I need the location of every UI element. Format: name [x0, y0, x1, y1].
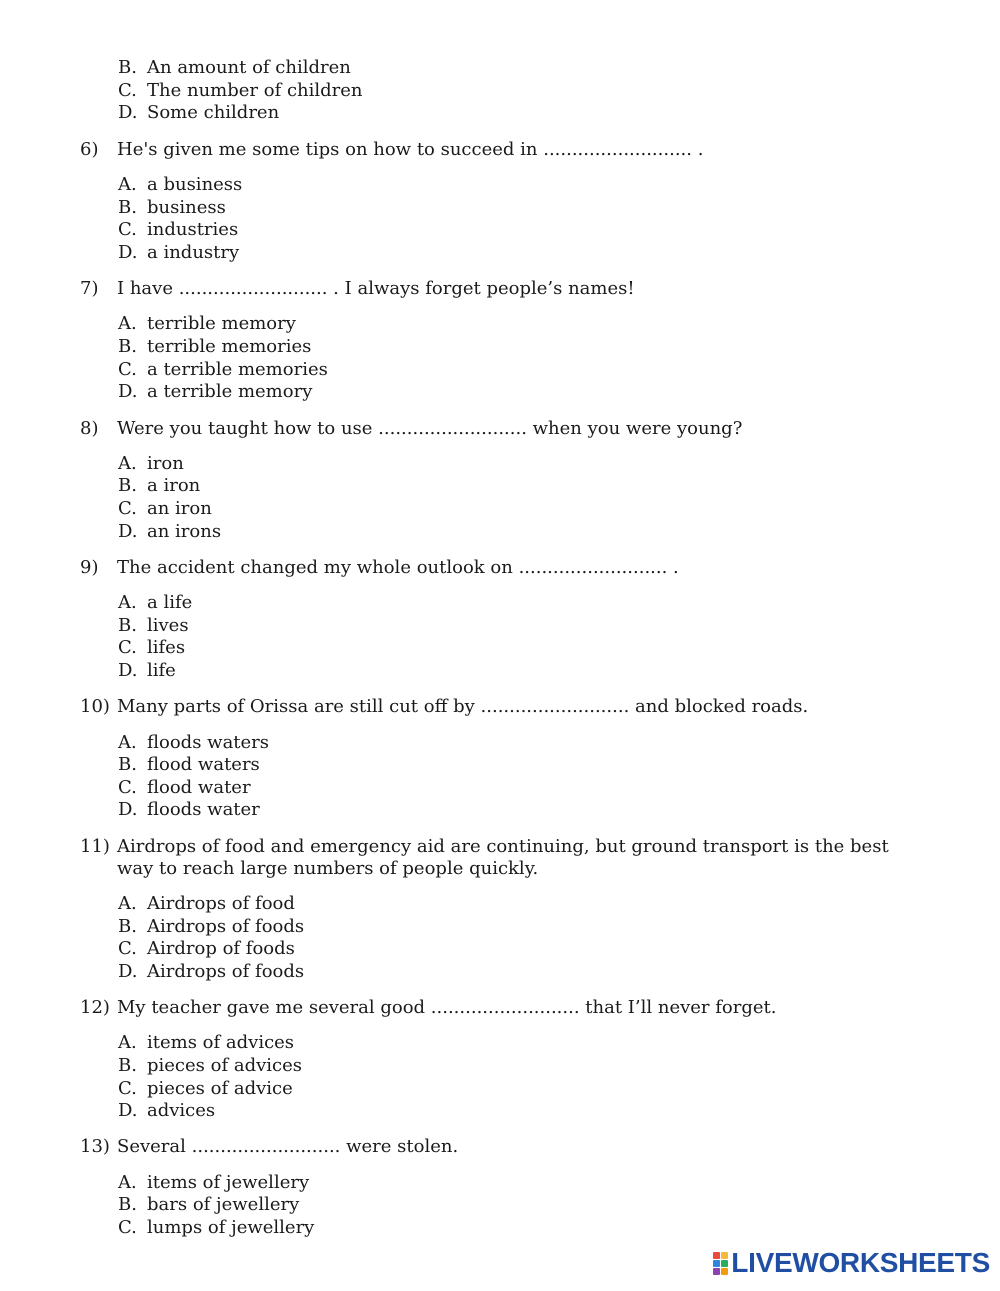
answer-options [0, 453, 1000, 543]
option-letter: C. [118, 1216, 137, 1238]
option-letter: A. [118, 174, 137, 196]
question-block [0, 278, 1000, 403]
logo-mark-icon [713, 1252, 728, 1275]
option-text: a business [147, 174, 243, 196]
question-prompt [0, 557, 1000, 579]
answer-option[interactable] [0, 475, 1000, 498]
option-text: flood water [147, 776, 251, 798]
option-text: Airdrops of foods [147, 915, 305, 937]
option-letter: B. [118, 614, 137, 636]
option-letter: C. [118, 1077, 137, 1099]
option-text: terrible memories [147, 336, 312, 358]
option-text: Airdrops of food [147, 892, 295, 914]
option-text: a life [147, 592, 193, 614]
answer-option[interactable] [0, 960, 1000, 983]
option-letter: A. [118, 592, 137, 614]
answer-option[interactable] [0, 453, 1000, 476]
option-text: business [147, 196, 226, 218]
question-number: 9) [80, 556, 99, 578]
option-text: items of advices [147, 1032, 295, 1054]
question-block [0, 418, 1000, 543]
question-prompt [0, 836, 1000, 880]
option-text: floods water [147, 799, 260, 821]
answer-option[interactable] [0, 615, 1000, 638]
answer-option[interactable] [0, 520, 1000, 543]
option-text: industries [147, 219, 239, 241]
question-number: 13) [80, 1136, 110, 1158]
option-text: lifes [147, 637, 186, 659]
option-text: Airdrop of foods [147, 938, 295, 960]
question-number: 7) [80, 278, 99, 300]
option-text: lives [147, 614, 189, 636]
answer-option[interactable] [0, 754, 1000, 777]
answer-option[interactable] [0, 1032, 1000, 1055]
answer-option[interactable] [0, 336, 1000, 359]
question-text: Several .......................... were stolen. [117, 1136, 459, 1158]
answer-option[interactable] [0, 381, 1000, 404]
question-number: 8) [80, 417, 99, 439]
question-prompt [0, 1136, 1000, 1158]
question-text: Many parts of Orissa are still cut off by .......................... and blocked roads. [117, 696, 809, 718]
question-prompt [0, 139, 1000, 161]
option-letter: D. [118, 1100, 138, 1122]
option-letter: C. [118, 79, 137, 101]
option-letter: A. [118, 313, 137, 335]
answer-option[interactable] [0, 174, 1000, 197]
question-block [0, 557, 1000, 682]
question-number: 12) [80, 997, 110, 1019]
logo-mark-square [713, 1268, 720, 1275]
question-block [0, 1136, 1000, 1239]
option-letter: A. [118, 452, 137, 474]
option-letter: C. [118, 219, 137, 241]
option-letter: B. [118, 475, 137, 497]
answer-option[interactable] [0, 102, 1000, 125]
answer-option[interactable] [0, 1171, 1000, 1194]
answer-option[interactable] [0, 731, 1000, 754]
option-letter: D. [118, 659, 138, 681]
option-text: terrible memory [147, 313, 296, 335]
option-letter: C. [118, 637, 137, 659]
option-letter: D. [118, 960, 138, 982]
answer-option[interactable] [0, 1100, 1000, 1123]
answer-options [0, 731, 1000, 821]
question-block [0, 997, 1000, 1122]
answer-option[interactable] [0, 660, 1000, 683]
option-letter: B. [118, 196, 137, 218]
question-text: I have .......................... . I always forget people’s names! [117, 278, 635, 300]
answer-option[interactable] [0, 358, 1000, 381]
question-text: He's given me some tips on how to succeed in .......................... . [117, 138, 704, 160]
liveworksheets-logo [713, 1247, 990, 1279]
option-text: life [147, 659, 176, 681]
logo-mark-square [721, 1252, 728, 1259]
logo-mark-square [713, 1252, 720, 1259]
question-prompt [0, 278, 1000, 300]
option-text: The number of children [147, 79, 363, 101]
option-text: flood waters [147, 754, 260, 776]
option-text: An amount of children [147, 57, 351, 79]
answer-options [0, 592, 1000, 682]
question-text: The accident changed my whole outlook on .......................... . [117, 556, 679, 578]
option-letter: A. [118, 892, 137, 914]
question-list [0, 139, 1000, 1239]
answer-option[interactable] [0, 637, 1000, 660]
answer-option[interactable] [0, 57, 1000, 80]
question-number: 10) [80, 696, 110, 718]
option-letter: D. [118, 102, 138, 124]
option-letter: B. [118, 915, 137, 937]
answer-option[interactable] [0, 1194, 1000, 1217]
option-text: advices [147, 1100, 216, 1122]
answer-option[interactable] [0, 938, 1000, 961]
answer-option[interactable] [0, 1077, 1000, 1100]
answer-options [0, 313, 1000, 403]
option-letter: B. [118, 336, 137, 358]
answer-option[interactable] [0, 776, 1000, 799]
logo-text: LIVEWORKSHEETS [731, 1247, 990, 1278]
option-text: Some children [147, 102, 280, 124]
option-text: lumps of jewellery [147, 1216, 315, 1238]
option-text: pieces of advice [147, 1077, 293, 1099]
option-text: a industry [147, 241, 240, 263]
logo-mark-square [713, 1260, 720, 1267]
option-text: a terrible memories [147, 358, 328, 380]
question-number: 6) [80, 138, 99, 160]
question-block [0, 696, 1000, 821]
option-letter: D. [118, 241, 138, 263]
option-letter: C. [118, 938, 137, 960]
answer-options [0, 1032, 1000, 1122]
answer-option[interactable] [0, 219, 1000, 242]
option-text: floods waters [147, 731, 270, 753]
answer-option[interactable] [0, 1217, 1000, 1240]
answer-option[interactable] [0, 313, 1000, 336]
option-text: pieces of advices [147, 1054, 302, 1076]
answer-option[interactable] [0, 799, 1000, 822]
logo-mark-square [721, 1260, 728, 1267]
question-prompt [0, 997, 1000, 1019]
answer-options [0, 893, 1000, 983]
question-text: Were you taught how to use .......................... when you were young? [117, 417, 743, 439]
answer-option[interactable] [0, 80, 1000, 103]
question-prompt [0, 418, 1000, 440]
option-letter: B. [118, 57, 137, 79]
option-letter: D. [118, 381, 138, 403]
question-block [0, 139, 1000, 264]
option-text: an iron [147, 498, 212, 520]
option-text: a terrible memory [147, 381, 313, 403]
option-letter: A. [118, 1171, 137, 1193]
option-text: Airdrops of foods [147, 960, 305, 982]
answer-options [0, 1171, 1000, 1239]
answer-option[interactable] [0, 592, 1000, 615]
option-letter: D. [118, 520, 138, 542]
option-letter: C. [118, 776, 137, 798]
answer-option[interactable] [0, 1055, 1000, 1078]
question-text: Airdrops of food and emergency aid are continuing, but ground transport is the best way to reach large numbers of people quickly. [117, 835, 889, 879]
option-letter: B. [118, 1054, 137, 1076]
answer-option[interactable] [0, 498, 1000, 521]
worksheet [0, 57, 1000, 1239]
answer-option[interactable] [0, 893, 1000, 916]
option-text: iron [147, 452, 184, 474]
option-letter: A. [118, 731, 137, 753]
partial-question-options [0, 57, 1000, 125]
option-text: items of jewellery [147, 1171, 310, 1193]
answer-option[interactable] [0, 915, 1000, 938]
question-block [0, 836, 1000, 983]
option-letter: C. [118, 498, 137, 520]
answer-options [0, 174, 1000, 264]
answer-option[interactable] [0, 242, 1000, 265]
option-text: a iron [147, 475, 201, 497]
option-text: bars of jewellery [147, 1194, 300, 1216]
option-letter: B. [118, 1194, 137, 1216]
question-number: 11) [80, 835, 110, 857]
option-letter: C. [118, 358, 137, 380]
answer-option[interactable] [0, 196, 1000, 219]
option-letter: A. [118, 1032, 137, 1054]
logo-mark-square [721, 1268, 728, 1275]
option-letter: B. [118, 754, 137, 776]
option-text: an irons [147, 520, 222, 542]
option-letter: D. [118, 799, 138, 821]
question-text: My teacher gave me several good .......................... that I’ll never forget. [117, 997, 777, 1019]
question-prompt [0, 696, 1000, 718]
